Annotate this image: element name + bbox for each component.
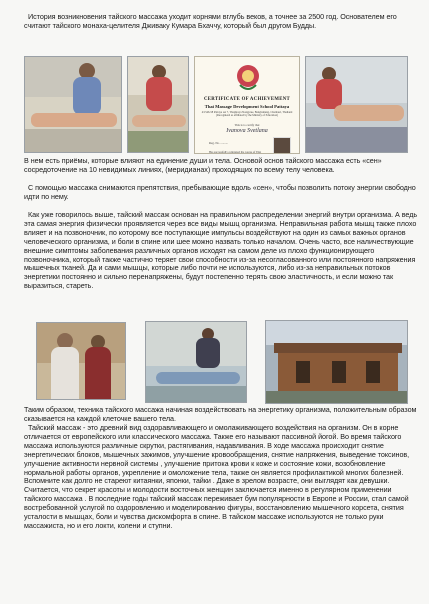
photo-massage-feet (127, 56, 189, 153)
certificate-image (194, 56, 300, 154)
paragraph-technique: Таким образом, техника тайского массажа начиная воздействовать на энергетику организма, положительным образом сказывается на каждой клеточке вашего тела. (24, 405, 417, 423)
certificate-certify: This is to certify that (234, 123, 260, 127)
certificate-heading: CERTIFICATE OF ACHIEVEMENT (204, 97, 290, 102)
photo-massage-session (145, 321, 247, 403)
certificate-school: Thai Massage Development School Pattaya (204, 104, 290, 109)
certificate-reg: Reg. No. .......... (209, 141, 228, 145)
school-logo-icon (235, 63, 261, 93)
photo-massage-back (305, 56, 408, 153)
photo-school-building (265, 320, 408, 404)
certificate-address: 4/1546-58 Pattaya soi 7, Thaphraya Nongprue, Banglamung, Chonburi, Thailand (Recognized as affiliated by the Ministry of Education) (201, 111, 293, 118)
paragraph-obstacles: С помощью массажа снимаются препятствия, пребывающие вдоль «сен», чтобы позволить потоку энергии свободно идти по нему. (24, 183, 416, 201)
certificate-portrait (273, 137, 291, 154)
intro-paragraph: История возникновения тайского массажа уходит корнями вглубь веков, а точнее за 2500 год. Основателем его считают тайского монаха-целителя Дживаку Кумара Бхаччу, который был другом Будды. (24, 12, 397, 30)
paragraph-thai-massage: Тайский массаж - это древний вид оздоравливающего и омолаживающего воздействия на организм. Он в корне отличается от европейского или классического массажа. Также его называют пассивной йогой. Во время тайского массажа используются различные скрутки, растягивания, надавливания. В ходе массажа происходит снятие энергетических блоков, мышечных зажимов, улучшение кровообращения, снятие напряжения, выведение токсинов, улучшение активности нервной системы , улучшение притока крови к коже и состояние кожи, возобновление нормальной работы органов, укрепление и омоложение тела, также он является профилактикой многих болезней. Вспомните как долго не стареют китаянки, японки, тайки . Даже в зрелом возрасте, они выглядят как девушки. Считается, что секрет красоты и молодости восточных женщин заключается именно в регулярном применении тайского массажа . В последние годы тайский массаж переживает бум популярности в Европе и России, стал самой востребованной услугой по оздоровлению и моделированию фигуры, восстановлению мышечного корсета, снятия усталости в мышцах, боли и чувства дискомфорта в спине. В тайском массаже используются не только руки массажиста, но и его локти, колени и ступни. (24, 423, 410, 530)
paragraph-energy: Как уже говорилось выше, тайский массаж основан на правильном распределении энергий внутри организма. А ведь эта самая энергия физически проявляется через все виды мышц организма. Неправильная работа мышц также плохо влияет и на позвоночник, по которому все поступающие импульсы воздействуют на один из самых важных органов человеческого организма, и боли в спине или шее можно назвать только началом. Очень часто, все наличествующие внешние симптомы заболевания различных органов исходят на самом деле из плохо функционирующего позвоночника, который также частично теряет свои способности из-за несогласованного или постоянного напряжения мышечных тканей. Да и сами мышцы, которые либо почти не используются, либо из-за неправильных потоков энергетики постоянно и сильно перенапряжены, будут постепенно терять свою эластичность, и если можно так выразиться, стареть. (24, 210, 418, 291)
paragraph-sen: В нем есть приёмы, которые влияют на единение души и тела. Основой основ тайского массажа есть «сен» сосредоточение на 10 невидимых линиях, (меридианах) проходящих по всему телу человека. (24, 156, 382, 174)
photo-students (36, 322, 126, 400)
photo-massage-lying (24, 56, 122, 153)
certificate-completed: Has successfully completed the course of Thai (209, 151, 261, 154)
certificate-name: Ivanova Svetlana (226, 128, 268, 134)
